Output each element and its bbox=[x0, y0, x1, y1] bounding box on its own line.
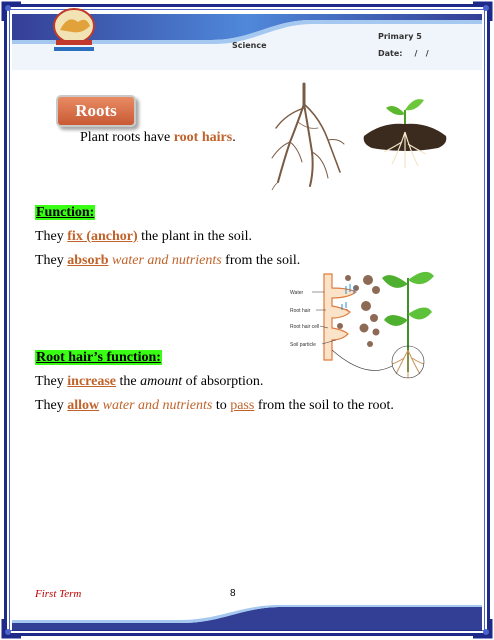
water-nutrients-text: water and nutrients bbox=[108, 253, 222, 268]
footer-banner bbox=[12, 605, 482, 631]
function-heading bbox=[35, 205, 95, 221]
root-hair-function-heading bbox=[35, 350, 162, 366]
root-hair-label: Root hair bbox=[290, 308, 311, 314]
pass-term: pass bbox=[230, 398, 255, 413]
intro-period: . bbox=[232, 130, 236, 145]
line-text: They bbox=[35, 374, 68, 389]
soil-particle-label: Soil particle bbox=[290, 342, 316, 348]
absorb-term: absorb bbox=[67, 253, 109, 268]
footer-term: First Term bbox=[35, 588, 82, 600]
intro-sentence bbox=[80, 130, 236, 146]
function-heading-text: Function: bbox=[36, 205, 95, 220]
function-line-anchor bbox=[35, 229, 252, 245]
fix-anchor-term: fix (anchor) bbox=[67, 229, 138, 244]
amount-term: amount bbox=[140, 374, 183, 389]
section-title-badge: Roots bbox=[56, 95, 136, 127]
line-text: from the soil. bbox=[221, 253, 301, 268]
seedling-soil-image bbox=[362, 92, 448, 172]
subject-label: Science bbox=[232, 41, 267, 50]
date-separator: / / bbox=[414, 49, 429, 58]
date-field bbox=[378, 49, 429, 58]
page-number: 8 bbox=[230, 588, 236, 599]
root-hair-diagram bbox=[286, 270, 436, 382]
diagram-plant bbox=[382, 272, 434, 378]
line-text: They bbox=[35, 398, 68, 413]
line-text: the bbox=[116, 374, 141, 389]
intro-text: Plant roots have bbox=[80, 130, 174, 145]
function-line-absorb bbox=[35, 253, 300, 269]
line-text: They bbox=[35, 229, 68, 244]
root-hair-function-line-increase bbox=[35, 374, 263, 390]
diagram-root-hairs bbox=[324, 274, 356, 360]
root-hairs-term: root hairs bbox=[173, 130, 233, 145]
line-text: the plant in the soil. bbox=[137, 229, 252, 244]
increase-term: increase bbox=[67, 374, 116, 389]
root-hair-cell-label: Root hair cell bbox=[290, 324, 320, 330]
allow-term: allow bbox=[67, 398, 100, 413]
date-label: Date: bbox=[378, 49, 403, 58]
line-text: to bbox=[212, 398, 231, 413]
line-text: of absorption. bbox=[182, 374, 264, 389]
grade-label: Primary 5 bbox=[378, 32, 422, 41]
water-nutrients-text: water and nutrients bbox=[99, 398, 213, 413]
root-hair-function-heading-text: Root hair’s function: bbox=[36, 350, 161, 365]
diagram-zoom-line bbox=[332, 350, 392, 370]
school-logo bbox=[44, 2, 104, 54]
line-text: They bbox=[35, 253, 68, 268]
bare-root-image bbox=[268, 82, 348, 190]
line-text: from the soil to the root. bbox=[254, 398, 394, 413]
water-label: Water bbox=[290, 290, 304, 296]
root-hair-function-line-allow bbox=[35, 398, 394, 414]
